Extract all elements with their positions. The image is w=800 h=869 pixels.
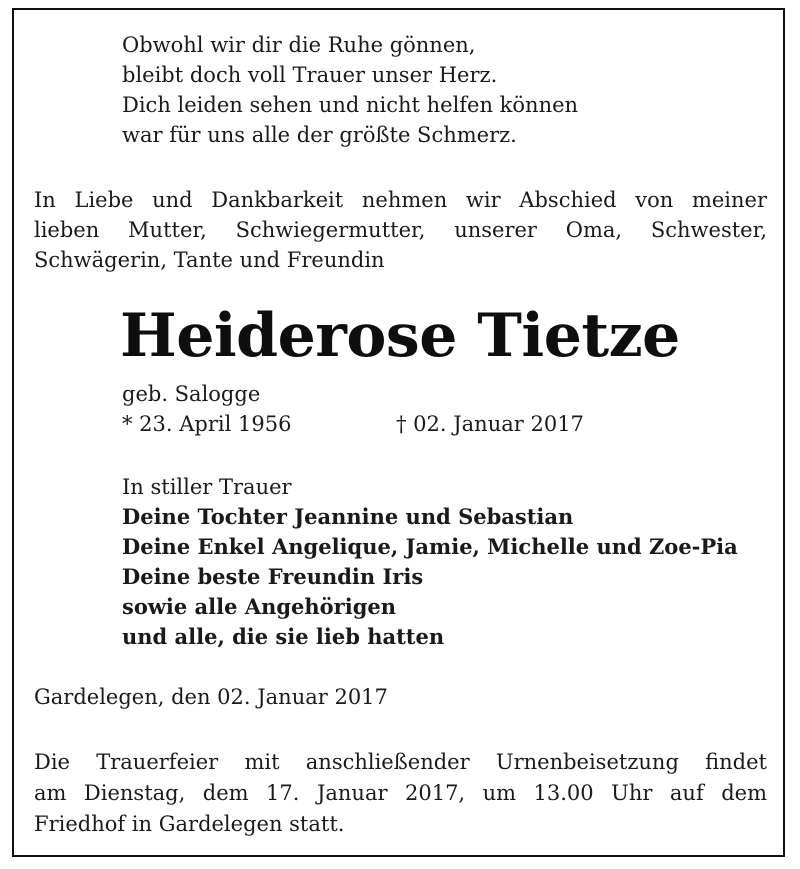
life-dates — [122, 409, 622, 439]
poem-line-2: bleibt doch voll Trauer unser Herz. — [122, 63, 498, 87]
funeral-line-1: Die Trauerfeier mit anschließender Urnenbeisetzung findet — [34, 750, 767, 774]
mourner-line-2: Deine Enkel Angelique, Jamie, Michelle und Zoe-Pia — [122, 534, 738, 559]
mourner-line-4: sowie alle Angehörigen — [122, 594, 397, 619]
death-date: † 02. Januar 2017 — [396, 412, 584, 436]
mourners-heading: In stiller Trauer — [122, 475, 292, 499]
mourner-line-5: und alle, die sie lieb hatten — [122, 624, 445, 649]
funeral-line-2: am Dienstag, dem 17. Januar 2017, um 13.00 Uhr auf dem — [34, 781, 767, 805]
mourner-line-3: Deine beste Freundin Iris — [122, 564, 424, 589]
funeral-line-3: Friedhof in Gardelegen statt. — [34, 812, 345, 836]
deceased-name: Heiderose Tietze — [120, 301, 680, 371]
birth-date: * 23. April 1956 — [122, 412, 292, 436]
maiden-name: geb. Salogge — [122, 382, 261, 406]
intro-line-2: lieben Mutter, Schwiegermutter, unserer Oma, Schwester, — [34, 218, 767, 242]
intro-paragraph — [34, 185, 767, 275]
intro-line-3: Schwägerin, Tante und Freundin — [34, 248, 385, 272]
place-date: Gardelegen, den 02. Januar 2017 — [34, 685, 388, 709]
intro-line-1: In Liebe und Dankbarkeit nehmen wir Abschied von meiner — [34, 188, 767, 212]
mourner-line-1: Deine Tochter Jeannine und Sebastian — [122, 504, 574, 529]
funeral-info — [34, 747, 767, 840]
poem-line-3: Dich leiden sehen und nicht helfen können — [122, 93, 579, 117]
poem-line-1: Obwohl wir dir die Ruhe gönnen, — [122, 33, 476, 57]
poem-line-4: war für uns alle der größte Schmerz. — [122, 123, 517, 147]
